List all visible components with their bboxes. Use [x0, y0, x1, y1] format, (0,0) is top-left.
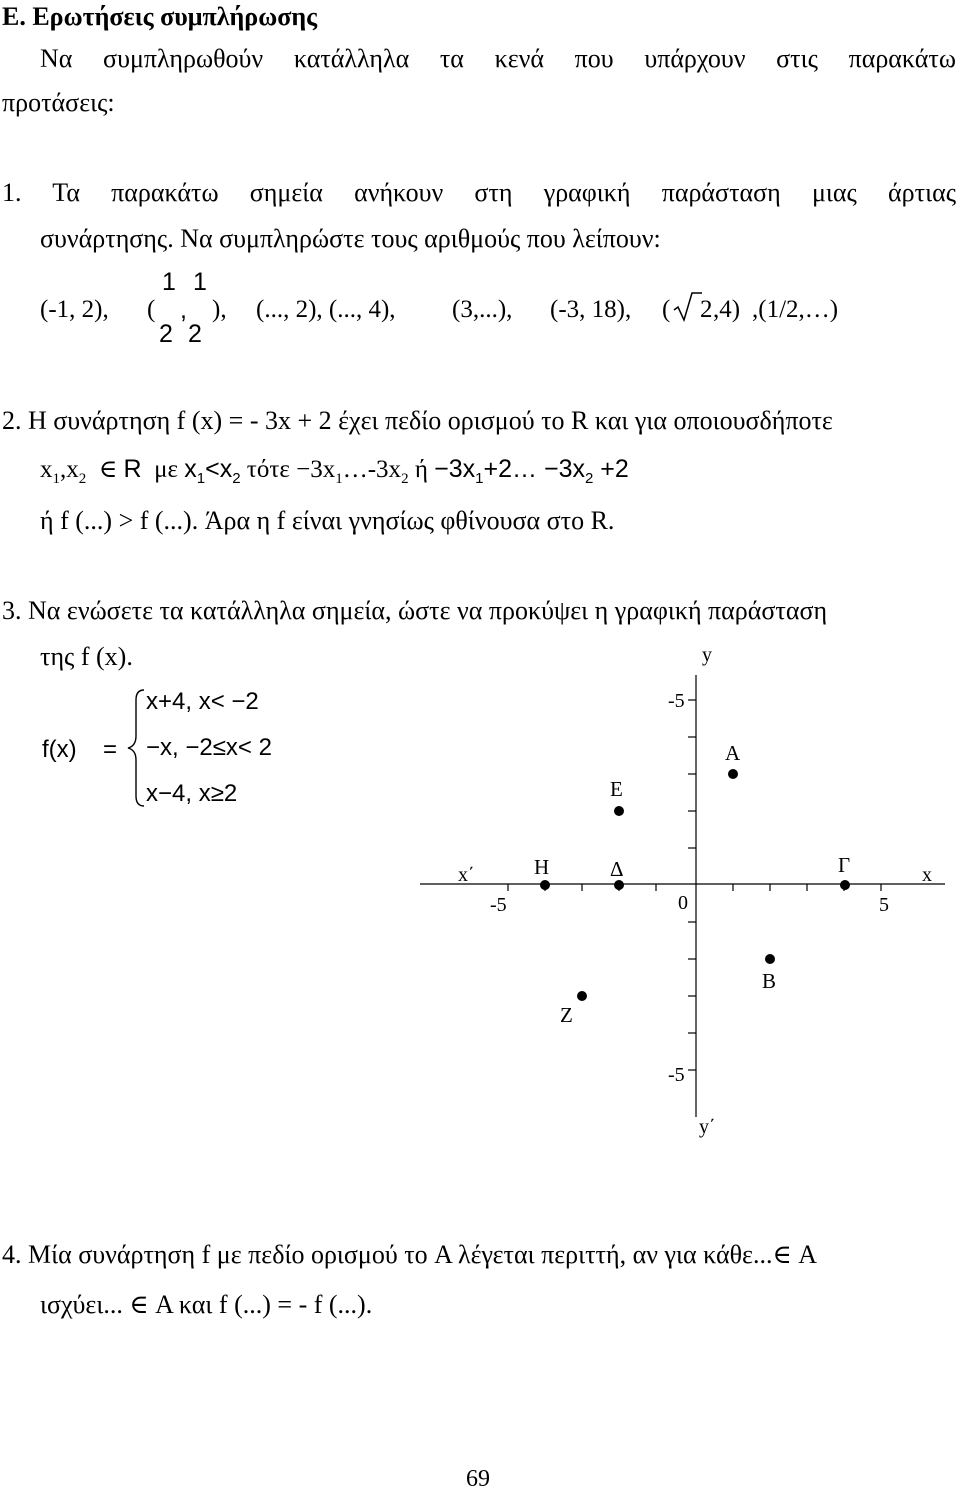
case-1: x+4, x< −2 — [146, 688, 259, 715]
q1-point-7-sqrt-arg: 2 — [700, 296, 713, 323]
q2-var-x2: x — [66, 456, 79, 483]
x-tick-left: -5 — [490, 894, 507, 916]
q2-line-3: ή f (...) > f (...). Άρα η f είναι γνησίως φθίνουσα στο R. — [40, 506, 615, 535]
left-brace-icon — [124, 688, 148, 808]
y-axis-bottom-label: y΄ — [699, 1116, 716, 1138]
point-B — [765, 954, 775, 964]
q2-condition: $x_1<x_2$ — [184, 455, 241, 487]
intro-line-1: Να συμπληρωθούν κατάλληλα τα κενά που υπάρχουν στις παρακάτω — [40, 44, 956, 73]
q2-expr-2: $-3x_1+2\dots -3x_2 +2$ — [434, 455, 629, 487]
sqrt-sign-icon — [672, 290, 702, 324]
q3-line-1: 3. Να ενώσετε τα κατάλληλα σημεία, ώστε να προκύψει η γραφική παράσταση — [2, 596, 828, 625]
q1-frac-den-1: 2 — [159, 320, 173, 348]
q1-line-2: συνάρτησης. Να συμπληρώστε τους αριθμούς που λείπουν: — [40, 224, 661, 253]
y-tick-bottom: -5 — [668, 1064, 685, 1086]
label-D: Δ — [610, 857, 624, 881]
case-2: −x, −2≤x< 2 — [146, 734, 272, 761]
point-G — [840, 880, 850, 890]
point-Z — [577, 991, 587, 1001]
page-number: 69 — [466, 1466, 490, 1492]
q4-line-1: 4. Μία συνάρτηση f με πεδίο ορισμού το A λέγεται περιττή, αν για κάθε...∈ A — [2, 1240, 817, 1269]
q3-line-2: της f (x). — [40, 642, 133, 671]
q1-points-3-4: (..., 2), (..., 4), — [256, 296, 396, 323]
point-E — [614, 806, 624, 816]
case-3: x−4, x≥2 — [146, 780, 238, 807]
q1-point-1: (-1, 2), — [40, 296, 109, 323]
q4-line-2: ισχύει... ∈ A και f (...) = - f (...). — [40, 1290, 373, 1319]
label-E: Ε — [610, 777, 623, 801]
label-G: Γ — [838, 853, 851, 877]
element-of-symbol: ∈ — [129, 1290, 149, 1319]
q1-point-6: (-3, 18), — [550, 296, 632, 323]
q1-line-1: 1. Τα παρακάτω σημεία ανήκουν στη γραφική παράσταση μιας άρτιας — [2, 178, 956, 207]
q2-line-1: 2. Η συνάρτηση f (x) = - 3x + 2 έχει πεδίο ορισμού το R και για οποιουσδήποτε — [2, 406, 833, 435]
x-axis-left-label: x΄ — [458, 864, 475, 886]
intro-line-2: προτάσεις: — [2, 88, 115, 117]
element-of-symbol: ∈ — [98, 456, 118, 483]
section-title: Ε. Ερωτήσεις συμπλήρωσης — [2, 2, 318, 31]
x-axis-ticks — [508, 884, 881, 891]
q2-line-2: $x_1,x_2$ ∈ R με $x_1<x_2$ $\tau ό\tau\varepsilon -3x_1\dots-3x_2$ $ή -3x_1+2\dots -3x_2 +2$ — [40, 455, 629, 487]
q1-frac-close: ), — [212, 296, 227, 323]
x-tick-right: 5 — [879, 894, 889, 916]
y-axis-top-label: y — [702, 644, 712, 666]
q2-expr-1: $-3x_1\dots-3x_2$ — [296, 456, 409, 487]
q1-frac-comma: , — [180, 296, 187, 324]
origin-label: 0 — [678, 892, 688, 914]
label-H: Η — [534, 855, 550, 879]
point-A — [728, 769, 738, 779]
label-A: Α — [725, 741, 741, 765]
y-axis-ticks — [688, 700, 696, 1070]
q1-frac-num-1: 1 — [162, 268, 176, 296]
y-tick-top: -5 — [668, 690, 685, 712]
q1-frac-open: ( — [147, 296, 156, 323]
q1-point-7-rest: ,4) — [713, 296, 741, 323]
label-Z: Ζ — [560, 1003, 573, 1027]
q1-point-8: ,(1/2,…) — [752, 296, 839, 323]
q1-point-7-open: ( — [662, 296, 671, 323]
point-D — [614, 880, 624, 890]
x-axis-right-label: x — [922, 864, 932, 886]
q1-point-5: (3,...), — [452, 296, 513, 323]
element-of-symbol: ∈ — [772, 1240, 792, 1269]
f-label: f(x) — [42, 736, 77, 763]
point-H — [540, 880, 550, 890]
equals-sign: = — [103, 736, 118, 763]
q1-frac-num-2: 1 — [193, 268, 207, 296]
q1-frac-den-2: 2 — [188, 320, 202, 348]
label-B: Β — [762, 969, 777, 993]
coordinate-graph — [420, 640, 960, 1140]
q2-var-x1: x — [40, 456, 53, 483]
